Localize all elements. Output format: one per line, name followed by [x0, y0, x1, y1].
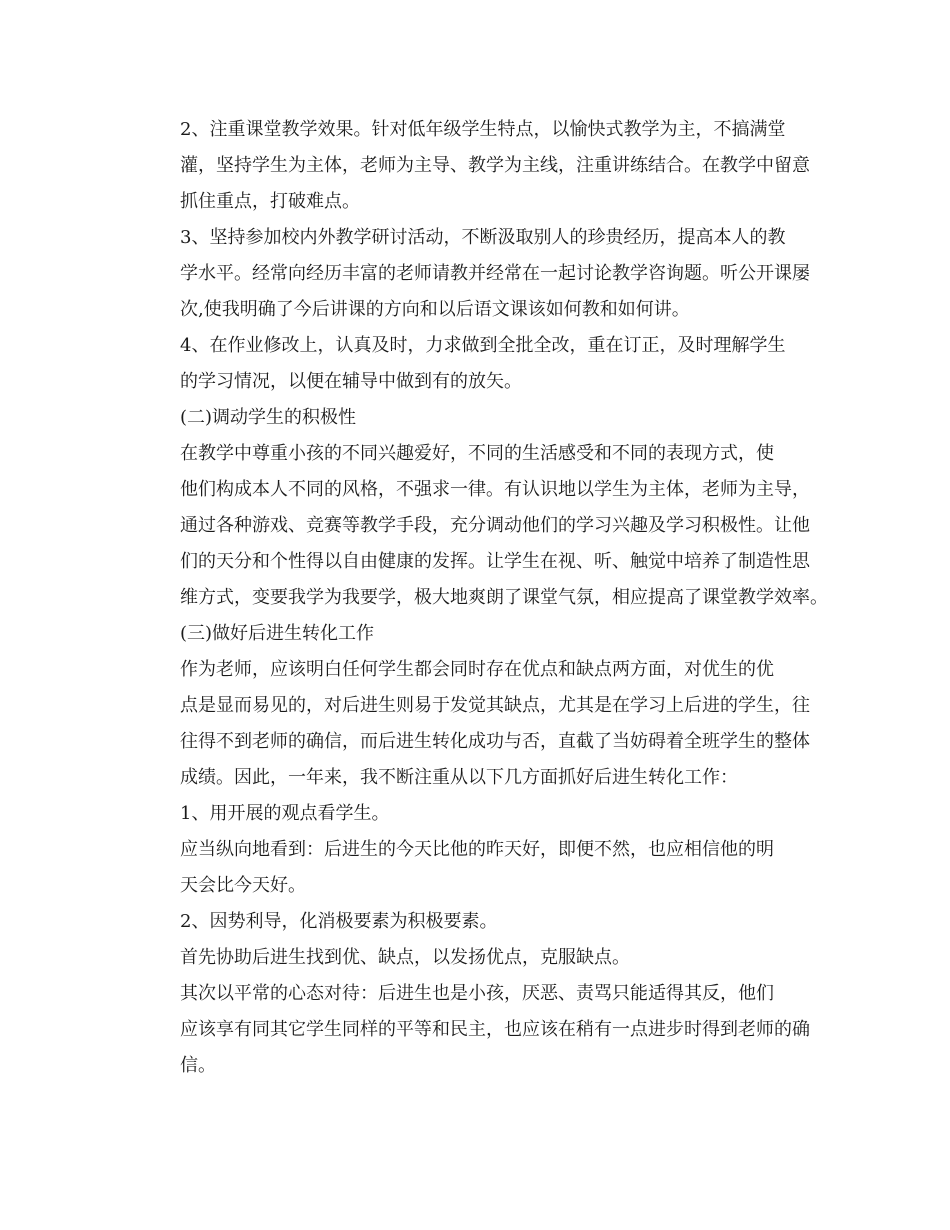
paragraph-teaching-research	[143, 220, 810, 328]
paragraph-classroom-effect	[143, 112, 810, 220]
text-line: 灌，坚持学生为主体，老师为主导、教学为主线，注重讲练结合。在教学中留意	[180, 155, 810, 176]
paragraph-vertical-view	[143, 832, 807, 904]
list-item-positive-factors	[143, 904, 807, 940]
text-line: 们的天分和个性得以自由健康的发挥。让学生在视、听、触觉中培养了制造性思	[180, 551, 810, 572]
paragraph-teacher-role	[143, 652, 810, 796]
text-line: 往得不到老师的确信，而后进生转化成功与否，直截了当妨碍着全班学生的整体	[180, 731, 810, 752]
list-item-development-view	[143, 796, 807, 832]
text-line: 的学习情况，以便在辅导中做到有的放矢。	[180, 371, 522, 392]
text-line: 其次以平常的心态对待：后进生也是小孩，厌恶、责骂只能适得其反，他们	[180, 983, 774, 1004]
paragraph-find-strengths	[143, 940, 807, 976]
text-line: 抓住重点，打破难点。	[180, 191, 360, 212]
section-heading-struggling-students	[143, 616, 807, 652]
text-line: 信。	[180, 1055, 216, 1076]
text-line: (二)调动学生的积极性	[180, 407, 357, 428]
text-line: 应当纵向地看到：后进生的今天比他的昨天好，即便不然，也应相信他的明	[180, 839, 774, 860]
document-body	[143, 112, 828, 1084]
section-heading-student-motivation	[143, 400, 807, 436]
text-line: 1、用开展的观点看学生。	[180, 803, 390, 824]
paragraph-ordinary-attitude	[143, 976, 810, 1084]
text-line: 作为老师，应该明白任何学生都会同时存在优点和缺点两方面，对优生的优	[180, 659, 774, 680]
text-line: (三)做好后进生转化工作	[180, 623, 375, 644]
text-line: 在教学中尊重小孩的不同兴趣爱好，不同的生活感受和不同的表现方式，使	[180, 443, 774, 464]
text-line: 点是显而易见的，对后进生则易于发觉其缺点，尤其是在学习上后进的学生，往	[180, 695, 810, 716]
paragraph-homework-correction	[143, 328, 807, 400]
text-line: 他们构成本人不同的风格，不强求一律。有认识地以学生为主体，老师为主导，	[180, 479, 810, 500]
text-line: 成绩。因此，一年来，我不断注重从以下几方面抓好后进生转化工作：	[180, 767, 738, 788]
text-line: 次,使我明确了今后讲课的方向和以后语文课该如何教和如何讲。	[180, 299, 690, 320]
text-line: 2、因势利导，化消极要素为积极要素。	[180, 911, 498, 932]
text-line: 3、坚持参加校内外教学研讨活动，不断汲取别人的珍贵经历，提高本人的教	[180, 227, 786, 248]
text-line: 天会比今天好。	[180, 875, 306, 896]
text-line: 应该享有同其它学生同样的平等和民主，也应该在稍有一点进步时得到老师的确	[180, 1019, 810, 1040]
text-line: 2、注重课堂教学效果。针对低年级学生特点，以愉快式教学为主，不搞满堂	[180, 119, 786, 140]
paragraph-student-interests	[143, 436, 828, 616]
text-line: 维方式，变要我学为我要学，极大地爽朗了课堂气氛，相应提高了课堂教学效率。	[180, 587, 828, 608]
text-line: 4、在作业修改上，认真及时，力求做到全批全改，重在订正，及时理解学生	[180, 335, 786, 356]
text-line: 通过各种游戏、竞赛等教学手段，充分调动他们的学习兴趣及学习积极性。让他	[180, 515, 810, 536]
text-line: 学水平。经常向经历丰富的老师请教并经常在一起讨论教学咨询题。听公开课屡	[180, 263, 810, 284]
text-line: 首先协助后进生找到优、缺点，以发扬优点，克服缺点。	[180, 947, 630, 968]
